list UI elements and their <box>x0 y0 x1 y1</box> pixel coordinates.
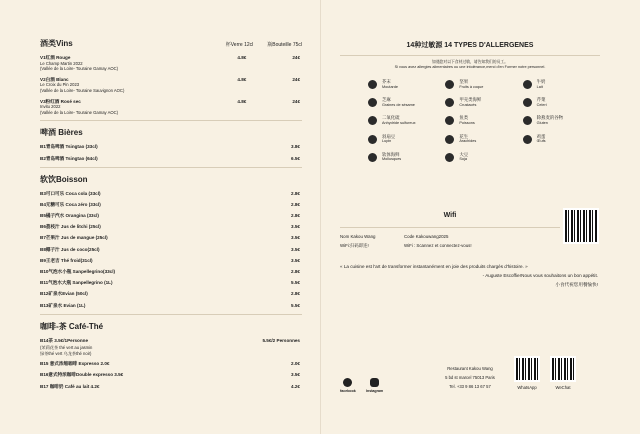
wine-vintage: Invitu 2022 <box>40 104 61 110</box>
drink-list <box>40 191 302 309</box>
allergen-icon <box>368 116 377 125</box>
glass-price: 4.8€ <box>237 55 247 60</box>
allergen-label <box>537 135 546 144</box>
allergen-name-fr: Moutarde <box>382 84 399 89</box>
wine-item <box>40 77 302 94</box>
allergen-label <box>537 80 546 89</box>
quote-author: - Auguste EscoffierNous vous souhaitons un bon appétit. <box>482 273 598 278</box>
item-name: B4无糖可乐 Coca zéro (33cl) <box>40 201 101 207</box>
item-price: 3.5€ <box>291 246 300 252</box>
wine-list <box>40 55 302 115</box>
item-name: B9王老吉 Thé froid(31cl) <box>40 257 93 263</box>
menu-item <box>40 303 302 309</box>
allergen-icon <box>368 98 377 107</box>
glass-price: 4.8€ <box>237 76 247 82</box>
facebook-link[interactable] <box>340 378 356 393</box>
address-name: Restaurant Kakou Wang <box>447 366 493 371</box>
allergen-label <box>382 135 395 144</box>
item-note-line: (茉莉花茶 thé vert au jasmin <box>40 344 93 350</box>
allergens-title: 14种过敏源 14 TYPES D'ALLERGENES <box>406 42 534 49</box>
item-price: 5.5€ <box>291 280 300 286</box>
allergen-name-zh: 软体海鲜 <box>382 151 400 157</box>
allergen-name-fr: Gluten <box>536 120 548 125</box>
allergen-item <box>523 80 600 89</box>
allergen-name-fr: Fruits à coque <box>459 84 484 89</box>
allergens-note-fr: Si vous avez allergies alimentaires ou une intolérance,merci d'en Former notre personnel. <box>394 65 546 69</box>
item-name: B14茶 3.5€/1Personne <box>40 337 89 343</box>
menu-item <box>40 202 302 208</box>
allergens-subtitle <box>340 60 600 70</box>
wine-region: (Vallée de la Loire- Touraine Gamay AOC) <box>40 66 119 72</box>
allergen-name-zh: 二氧化硫 <box>382 115 400 121</box>
allergen-item <box>523 135 600 144</box>
allergen-icon <box>368 153 377 162</box>
wifi-note-fr: WiFi : Scannez et connectez-vous! <box>404 243 472 248</box>
instagram-link[interactable] <box>366 378 383 393</box>
menu-item <box>40 384 302 390</box>
allergen-name-zh: 大豆 <box>459 151 469 157</box>
allergen-item <box>368 153 445 162</box>
allergen-name-zh: 甲壳类海鲜 <box>459 97 482 103</box>
item-name: B7芒果汁 Jus de mangue (25cl) <box>40 235 108 241</box>
allergen-item <box>368 135 445 144</box>
allergen-icon <box>368 135 377 144</box>
allergen-item <box>445 153 522 162</box>
allergen-item <box>445 98 522 107</box>
allergen-name-zh: 鱼类 <box>459 115 469 121</box>
wine-prices <box>237 55 302 72</box>
allergen-icon <box>445 135 454 144</box>
instagram-icon <box>370 378 379 387</box>
allergen-name-zh: 牛奶 <box>536 79 546 84</box>
item-note-line: 绿茶thé vert 乌龙茶thé noir) <box>40 350 92 356</box>
wine-item <box>40 99 302 116</box>
item-name: B17 咖啡奶 Café au lait 4.2€ <box>40 383 100 389</box>
wifi-info <box>340 232 472 250</box>
bottle-price: 24€ <box>292 98 300 104</box>
item-price: 3.5€ <box>291 372 300 378</box>
menu-item <box>40 338 302 344</box>
allergen-name-fr: Œufs <box>536 139 546 144</box>
allergen-name-zh: 除燕麦的谷物 <box>536 115 564 121</box>
item-name: B16意式特浓咖啡Double expresso 3.5€ <box>40 372 124 378</box>
allergen-name-fr: Lupin <box>382 139 392 144</box>
allergen-grid <box>340 80 600 162</box>
allergen-item <box>368 116 445 125</box>
whatsapp-label: WhatsApp <box>517 385 537 390</box>
menu-item <box>40 247 302 253</box>
cafe-list <box>40 338 302 390</box>
quote-zh: 小食代祝您用餐愉快! <box>555 282 598 287</box>
menu-item <box>40 291 302 297</box>
item-price: 2.0€ <box>291 361 300 367</box>
allergen-label <box>382 98 415 107</box>
wines-title: 酒类Vins <box>40 39 73 48</box>
menu-item <box>40 224 302 230</box>
menu-item <box>40 213 302 219</box>
allergen-icon <box>523 80 532 89</box>
menu-item <box>40 372 302 378</box>
wine-text <box>40 55 220 72</box>
allergen-item <box>523 116 600 125</box>
allergens-note-zh: 如遇您对以下食材过敏，请告知我们的员工。 <box>432 60 508 64</box>
allergen-icon <box>445 98 454 107</box>
allergen-item <box>445 80 522 89</box>
wine-prices <box>237 99 302 116</box>
item-price: 5.5€/2 Personnes <box>262 337 300 343</box>
wifi-divider <box>340 227 560 228</box>
item-name: B10气泡水小瓶 Sanpellegrino(33cl) <box>40 269 116 275</box>
item-price: 6.5€ <box>291 155 300 161</box>
allergen-name-fr: Anhydride sulfureux <box>382 120 416 125</box>
wine-region: (Vallée de la Loire- Touraine Gamay AOC) <box>40 109 119 115</box>
allergen-item <box>523 98 600 107</box>
item-name: B13矿泉水 Evian (1L) <box>40 302 86 308</box>
allergen-label <box>382 153 401 162</box>
wifi-code: Code Kakouwang2025 <box>404 234 449 239</box>
menu-item <box>40 191 302 197</box>
item-price: 3.5€ <box>291 235 300 241</box>
menu-item <box>40 235 302 241</box>
item-name: B15 意式浓缩咖啡 Expresso 2.0€ <box>40 361 110 367</box>
allergen-name-zh: 芝麻 <box>382 97 391 103</box>
whatsapp-qr-code <box>514 356 540 382</box>
bottle-column-label: 瓶Bouteille 75cl <box>267 42 302 48</box>
wifi-name: Nom Kakou Wang <box>340 234 376 239</box>
allergen-icon <box>445 80 454 89</box>
allergen-label <box>537 116 563 125</box>
item-name: B6荔枝汁 Jus de litchi (25cl) <box>40 224 101 230</box>
item-note <box>40 345 302 356</box>
wifi-note-zh: WiFi:扫码即连! <box>340 243 369 248</box>
item-name: B3可口可乐 Coca cola (33cl) <box>40 190 101 196</box>
allergen-name-fr: Celeri <box>536 102 547 107</box>
section-divider <box>40 314 302 315</box>
allergen-name-zh: 鸡蛋 <box>536 133 546 139</box>
item-price: 2.8€ <box>291 190 300 196</box>
allergen-name-zh: 羽扇豆 <box>382 133 396 139</box>
wifi-title: Wifi <box>443 212 457 219</box>
allergen-label <box>459 153 468 162</box>
item-name: B12矿泉水Evian (50cl) <box>40 291 88 297</box>
page-divider <box>320 0 321 434</box>
section-divider <box>40 120 302 121</box>
allergen-name-fr: Crustacés <box>459 102 477 107</box>
item-price: 2.8€ <box>291 201 300 207</box>
wine-item <box>40 55 302 72</box>
allergen-name-zh: 花生 <box>459 133 469 139</box>
footer <box>340 358 600 398</box>
item-price: 2.8€ <box>291 213 300 219</box>
allergen-icon <box>523 135 532 144</box>
item-price: 3.5€ <box>291 224 300 230</box>
wine-region: (Vallée de la Loire- Touraine Sauvignon AOC) <box>40 87 125 93</box>
item-name: B1青岛啤酒 Tsingtao (33cl) <box>40 144 98 150</box>
menu-item <box>40 361 302 367</box>
instagram-label: Instagram <box>366 389 384 393</box>
menu-item <box>40 156 302 162</box>
allergen-label <box>459 80 483 89</box>
wine-vintage: Le Croix du Pin 2023 <box>40 82 80 88</box>
wine-name: V2白酒 Blanc <box>40 76 69 82</box>
allergen-name-fr: Lait <box>536 84 543 89</box>
allergen-name-zh: 坚果 <box>459 79 469 84</box>
section-divider <box>40 167 302 168</box>
glass-price: 4.8€ <box>237 98 247 104</box>
wine-prices <box>237 77 302 94</box>
allergen-name-fr: Graines de sésame <box>382 102 415 107</box>
facebook-icon <box>343 378 352 387</box>
cafe-title: 咖啡-茶 Café-Thé <box>40 321 104 331</box>
allergen-item <box>368 98 445 107</box>
quote-text: « La cuisine est l'art de transformer instantanément en joie des produits chargés d'histoire. » <box>340 264 528 269</box>
allergen-label <box>382 116 416 125</box>
allergen-icon <box>445 153 454 162</box>
allergen-icon <box>368 80 377 89</box>
item-price: 5.5€ <box>291 302 300 308</box>
item-price: 3.8€ <box>291 144 300 150</box>
allergen-icon <box>523 116 532 125</box>
allergen-label <box>537 98 547 107</box>
drinks-title: 软饮Boisson <box>40 174 88 184</box>
address-street: 5 bd st marcel 75013 Paris <box>445 375 495 380</box>
allergen-icon <box>523 98 532 107</box>
item-price: 2.8€ <box>291 291 300 297</box>
allergen-item <box>368 80 445 89</box>
wine-text <box>40 99 220 116</box>
item-price: 4.2€ <box>291 383 300 389</box>
menu-item <box>40 258 302 264</box>
allergen-name-zh: 芹菜 <box>536 97 546 103</box>
beer-list <box>40 144 302 161</box>
beers-title: 啤酒 Bières <box>40 128 83 138</box>
left-column <box>40 38 302 395</box>
allergen-label <box>459 116 474 125</box>
bottle-price: 24€ <box>292 76 300 82</box>
allergen-name-zh: 芥末 <box>382 79 391 84</box>
allergen-name-fr: Arachides <box>459 139 477 144</box>
allergen-name-fr: Soja <box>459 157 467 162</box>
allergen-label <box>459 98 481 107</box>
facebook-label: facebook <box>340 389 356 393</box>
restaurant-address <box>420 364 520 391</box>
wechat-label: WeChat <box>555 385 571 390</box>
wechat-qr-code <box>550 356 576 382</box>
wine-text <box>40 77 220 94</box>
menu-item <box>40 144 302 150</box>
allergen-label <box>459 135 476 144</box>
allergen-name-fr: Mollusques <box>382 157 402 162</box>
allergen-name-fr: Poissons <box>459 120 475 125</box>
menu-item <box>40 269 302 275</box>
address-phone: Tel. +33 9 86 13 67 57 <box>449 384 491 389</box>
item-name: B2青岛啤酒 Tsingtao (64cl) <box>40 155 98 161</box>
item-price: 3.5€ <box>291 257 300 263</box>
allergen-label <box>382 80 398 89</box>
item-name: B5橘子汽水 Orangina (33cl) <box>40 213 99 219</box>
chef-quote <box>340 262 598 289</box>
section-divider <box>340 55 600 56</box>
allergen-icon <box>445 116 454 125</box>
bottle-price: 24€ <box>292 55 300 60</box>
wine-name: V3粉红酒 Rosé sec <box>40 98 81 104</box>
item-name: B11气泡水大瓶 Sanpellegrino (1L) <box>40 280 113 286</box>
wine-vintage: Le Champ Martin 2022 <box>40 60 83 66</box>
allergen-item <box>445 135 522 144</box>
allergen-item <box>445 116 522 125</box>
wine-name: V1红酒 Rouge <box>40 55 71 60</box>
item-price: 2.8€ <box>291 269 300 275</box>
menu-item <box>40 280 302 286</box>
item-name: B8椰子汁 Jus de coco(25cl) <box>40 246 100 252</box>
glass-column-label: 杯Verre 12cl <box>225 42 254 48</box>
wifi-qr-code <box>563 208 599 244</box>
wines-header <box>40 38 302 49</box>
right-column <box>340 38 600 393</box>
